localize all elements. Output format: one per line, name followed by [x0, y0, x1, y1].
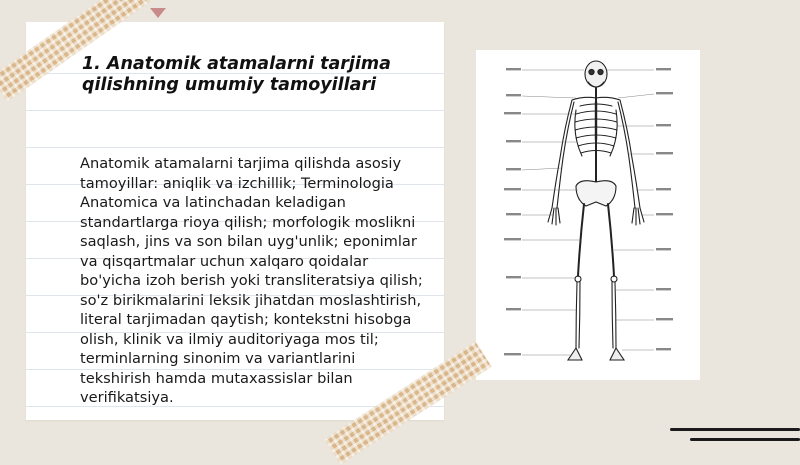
slide-body-text: Anatomik atamalarni tarjima qilishda asosiy tamoyillar: aniqlik va izchillik; Terminologia Anatomica va latinchadan keladigan standartlarga rioya qilish; morfologik moslikni saqlash, jins va son bilan uyg'unlik; eponimlar va qisqartmalar uchun xalqaro qoidalar bo'yicha izoh berish yoki transliteratsiya qilish; so'z birikmalarini leksik jihatdan moslashtirish, literal tarjimadan qaytish; kontekstni hisobga olish, klinik va ilmiy auditoriyaga mos til; terminlarning sinonim va variantlarini tekshirish hamda mutaxassislar bilan verifikatsiya. [80, 155, 423, 406]
skeleton-image [476, 50, 700, 380]
pin-icon [150, 8, 166, 18]
decorative-line [690, 438, 800, 441]
slide-title: 1. Anatomik atamalarni tarjima qilishning umumiy tamoyillari [82, 54, 391, 95]
decorative-line [670, 428, 800, 431]
skeleton-icon [476, 50, 700, 380]
